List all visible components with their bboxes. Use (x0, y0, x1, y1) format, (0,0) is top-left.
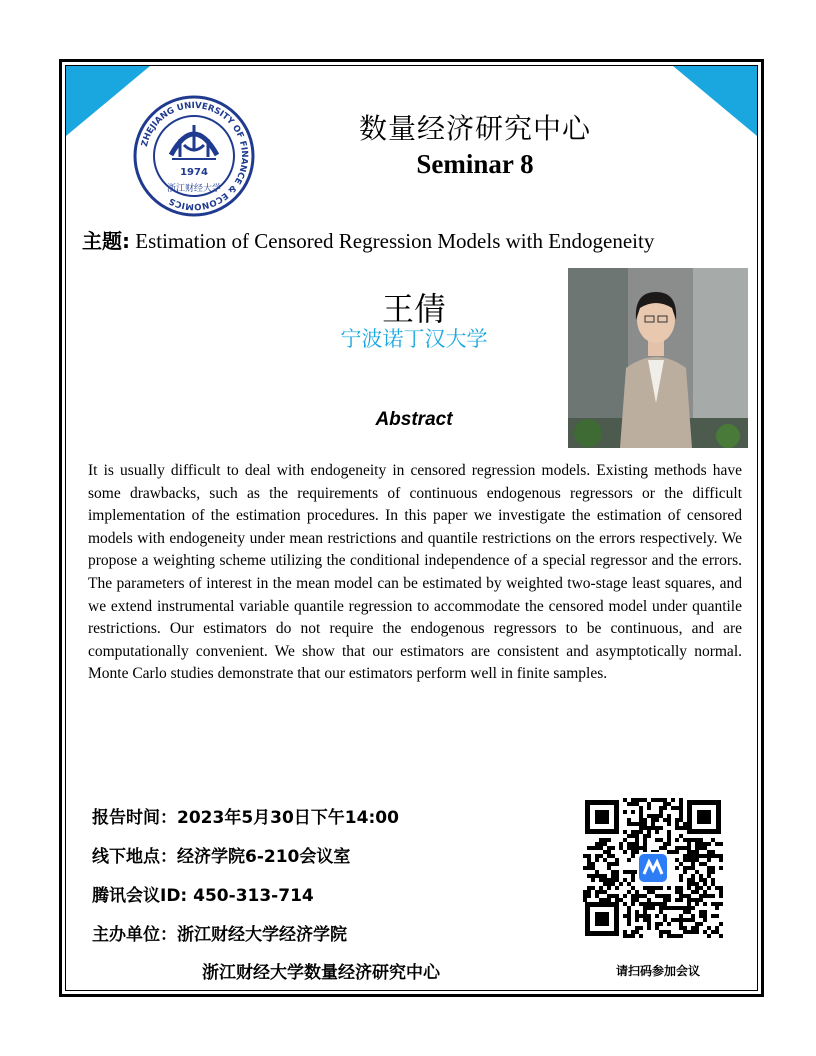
speaker-name: 王倩 (381, 290, 446, 328)
abstract-heading: Abstract (375, 409, 453, 430)
svg-text:ZHEJIANG UNIVERSITY OF FINANCE (140, 101, 249, 211)
speaker-photo (568, 268, 748, 448)
logo-calligraphy: 浙江财经大学 (166, 184, 222, 194)
qr-caption: 请扫码参加会议 (615, 964, 700, 978)
logo-year: 1974 (180, 167, 208, 178)
topic-label: 主题: (82, 229, 130, 253)
abstract-body: It is usually difficult to deal with endogeneity in censored regression models. Existing methods have some drawbacks, such as the requirements of continuous endogenous regressors or the difficult implementation of the estimation procedures. In this paper we investigate the estimation of censored models with endogeneity under mean restrictions and quantile restrictions on the errors respectively. We propose a weighting scheme utilizing the conditional independence of a special regressor and the errors. The parameters of interest in the mean model can be estimated by weighted two-stage least squares, and we extend instrumental variable quantile regression to accommodate the censored model under quantile restrictions. Our estimators do not require the endogenous regressors to be continuous, and are computationally convenient. We show that our estimators are consistent and asymptotically normal. Monte Carlo studies demonstrate that our estimators perform well in finite samples. (88, 462, 742, 683)
info-tencent-meeting: 腾讯会议ID: 450-313-714 (92, 886, 314, 906)
university-logo (124, 95, 264, 217)
speaker-affiliation: 宁波诺丁汉大学 (340, 327, 488, 351)
info-location: 线下地点：经济学院6-210会议室 (92, 847, 351, 867)
seminar-title-chinese: 数量经济研究中心 (358, 112, 591, 145)
qr-code[interactable] (583, 798, 723, 938)
seminar-number: Seminar 8 (416, 149, 534, 179)
corner-decoration-right (673, 66, 757, 136)
info-organizer-secondary: 浙江财经大学数量经济研究中心 (202, 963, 440, 983)
info-time: 报告时间：2023年5月30日下午14:00 (92, 808, 399, 828)
info-organizer: 主办单位：浙江财经大学经济学院 (92, 925, 347, 945)
topic-text: Estimation of Censored Regression Models with Endogeneity (135, 229, 655, 253)
topic-line (82, 225, 762, 254)
logo-ring-text: ZHEJIANG UNIVERSITY OF FINANCE & ECONOMICS (139, 100, 250, 212)
